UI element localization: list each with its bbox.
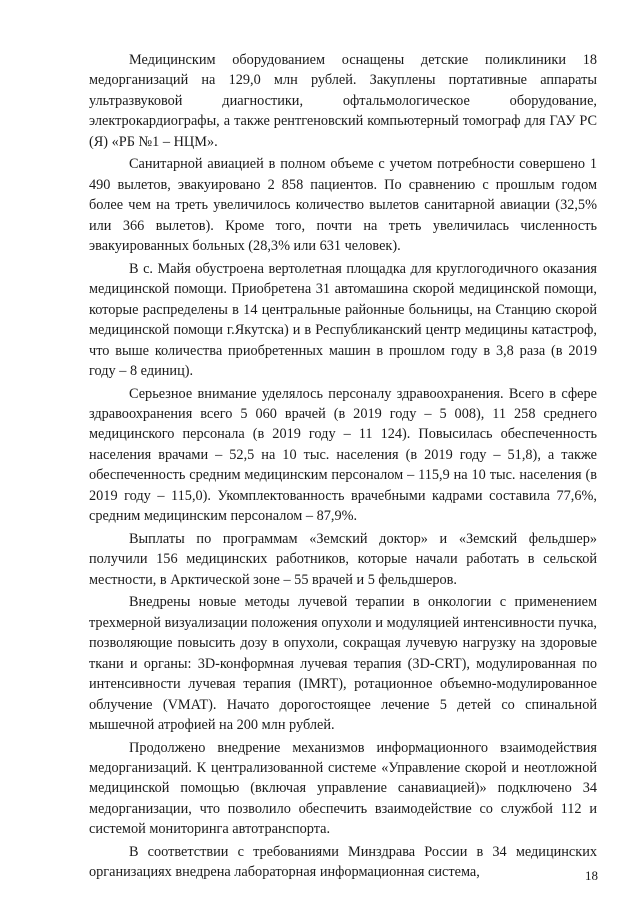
page-number: 18 bbox=[585, 868, 598, 883]
paragraph-information-systems: Продолжено внедрение механизмов информационного взаимодействия медорганизаций. К централизованной системе «Управление скорой и неотложной медицинской помощью (включая управление санавиацией)» подключено 34 медорганизации, что позволило обеспечить взаимодействие со службой 112 и системой мониторинга автотранспорта. bbox=[89, 739, 597, 838]
paragraph-helipad-ambulances: В с. Майя обустроена вертолетная площадка для круглогодичного оказания медицинской помощи. Приобретена 31 автомашина скорой медицинской помощи, которые распределены в 14 центральные районные больницы, на Станцию скорой медицинской помощи г.Якутска) и в Республиканский центр медицины катастроф, что выше количества приобретенных машин в прошлом году в 3,8 раза (в 2019 году – 8 единиц). bbox=[89, 260, 597, 379]
document-body bbox=[89, 50, 597, 885]
paragraph-laboratory-system: В соответствии с требованиями Минздрава России в 34 медицинских организациях внедрена лабораторная информационная система, bbox=[89, 843, 597, 881]
paragraph-medical-equipment: Медицинским оборудованием оснащены детские поликлиники 18 медорганизаций на 129,0 млн рублей. Закуплены портативные аппараты ультразвуковой диагностики, офтальмологическое оборудование, электрокардиографы, а также рентгеновский компьютерный томограф для ГАУ РС (Я) «РБ №1 – НЦМ». bbox=[89, 52, 597, 150]
paragraph-zemsky-payments: Выплаты по программам «Земский доктор» и «Земский фельдшер» получили 156 медицинских работников, которые начали работать в сельской местности, в Арктической зоне – 55 врачей и 5 фельдшеров. bbox=[89, 530, 597, 588]
paragraph-radiation-therapy: Внедрены новые методы лучевой терапии в онкологии с применением трехмерной визуализации положения опухоли и модуляцией интенсивности пучка, позволяющие повысить дозу в опухоли, сокращая лучевую нагрузку на здоровые ткани и органы: 3D-конформная лучевая терапия (3D-CRT), модулированная по интенсивности лучевая терапия (IMRT), ротационное объемно-модулированное облучение (VMAT). Начато дорогостоящее лечение 5 детей со спинальной мышечной атрофией на 200 млн рублей. bbox=[89, 594, 597, 733]
paragraph-healthcare-staff: Серьезное внимание уделялось персоналу здравоохранения. Всего в сфере здравоохранения всего 5 060 врачей (в 2019 году – 5 008), 11 258 среднего медицинского персонала (в 2019 году – 11 124). Повысилась обеспеченность населения врачами – 52,5 на 10 тыс. населения (в 2019 году – 51,8), а также обеспеченность средним медицинским персоналом – 115,9 на 10 тыс. населения (в 2019 году – 115,0). Укомплектованность врачебными кадрами составила 77,6%, средним медицинским персоналом – 87,9%. bbox=[89, 385, 597, 525]
paragraph-sanitary-aviation: Санитарной авиацией в полном объеме с учетом потребности совершено 1 490 вылетов, эвакуировано 2 858 пациентов. По сравнению с прошлым годом более чем на треть увеличилось количество вылетов санитарной авиации (32,5% или 366 вылетов). Кроме того, почти на треть увеличилась численность эвакуированных больных (28,3% или 631 человек). bbox=[89, 156, 597, 255]
